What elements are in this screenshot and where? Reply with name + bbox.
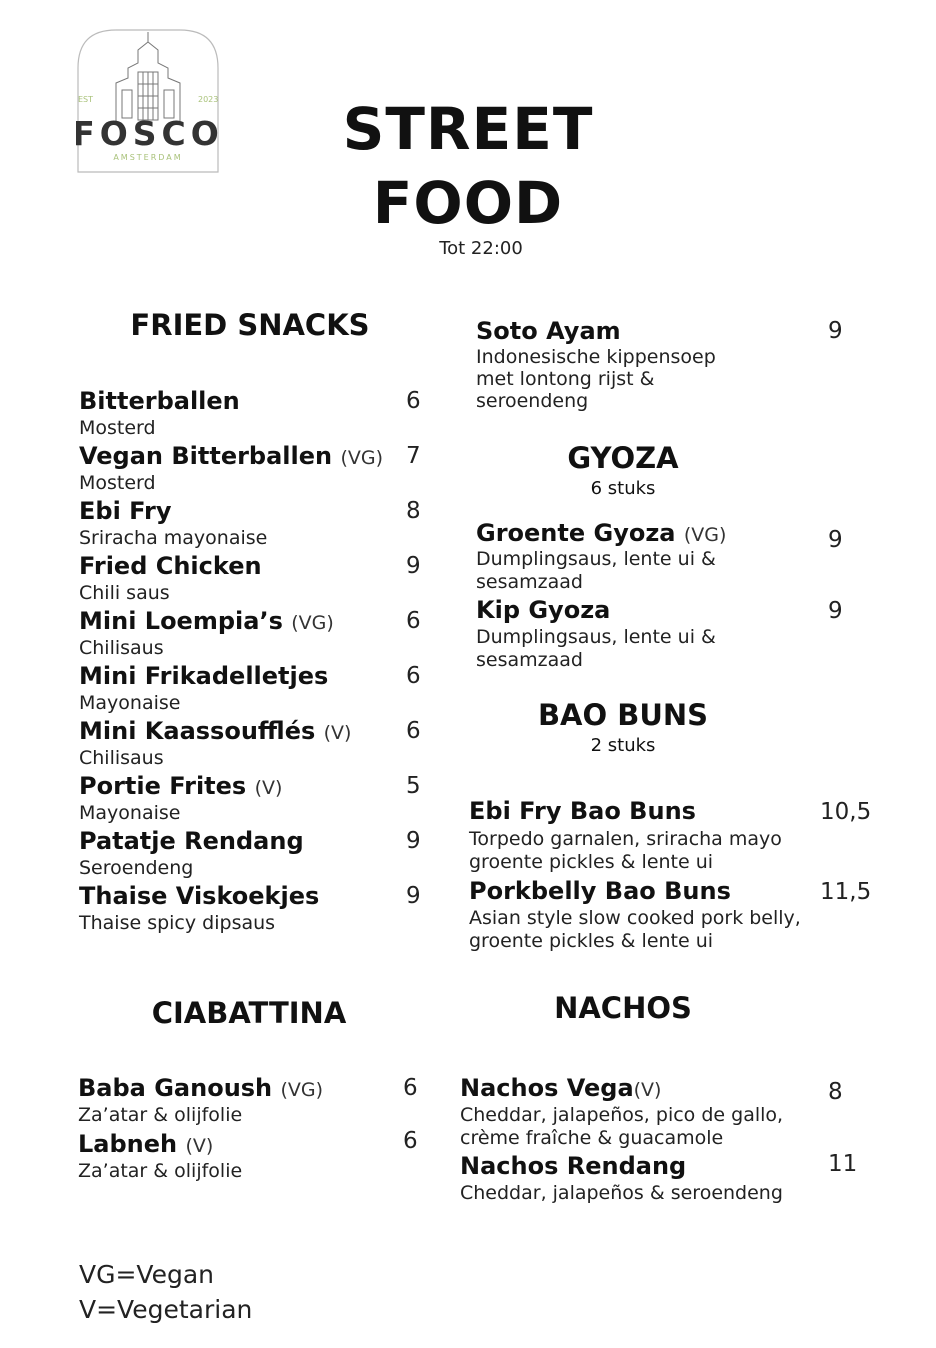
- menu-item-name: Mini Kaassoufflés (V): [79, 717, 352, 745]
- menu-item-price: 6: [406, 718, 421, 744]
- menu-item-desc: groente pickles & lente ui: [469, 930, 714, 952]
- menu-item-desc: Za’atar & olijfolie: [78, 1104, 243, 1126]
- menu-item-price: 6: [406, 663, 421, 689]
- section-heading-bao-buns: BAO BUNS: [537, 698, 709, 732]
- menu-item-desc: sesamzaad: [476, 571, 583, 593]
- menu-item-desc: Chilisaus: [79, 637, 164, 659]
- menu-item-price: 8: [828, 1079, 843, 1105]
- section-heading-nachos: NACHOS: [554, 991, 692, 1025]
- menu-item-name: Porkbelly Bao Buns: [469, 877, 731, 905]
- menu-item-price: 9: [828, 527, 843, 553]
- menu-item-desc: Dumplingsaus, lente ui &: [476, 626, 716, 648]
- menu-item-price: 9: [406, 553, 421, 579]
- menu-item-desc: Chilisaus: [79, 747, 164, 769]
- menu-item-name: Vegan Bitterballen (VG): [79, 442, 384, 470]
- svg-text:EST: EST: [78, 95, 94, 104]
- menu-item-name: Bitterballen: [79, 387, 240, 415]
- menu-item-desc: Cheddar, jalapeños, pico de gallo,: [460, 1104, 784, 1126]
- section-heading-gyoza: GYOZA: [567, 441, 679, 475]
- legend-vegan: VG=Vegan: [79, 1260, 214, 1289]
- menu-item-name: Groente Gyoza (VG): [476, 519, 727, 547]
- menu-item-desc: Thaise spicy dipsaus: [79, 912, 276, 934]
- menu-item-price: 11: [828, 1151, 858, 1177]
- opening-hours: Tot 22:00: [439, 238, 523, 259]
- menu-item-name: Soto Ayam: [476, 317, 621, 345]
- menu-item-price: 5: [406, 773, 421, 799]
- svg-text:2023: 2023: [198, 95, 219, 104]
- page-title-line1: STREET: [342, 95, 594, 163]
- menu-item-desc: Asian style slow cooked pork belly,: [469, 907, 801, 929]
- menu-item-desc: sesamzaad: [476, 649, 583, 671]
- menu-item-desc: Mayonaise: [79, 802, 181, 824]
- menu-item-desc: Cheddar, jalapeños & seroendeng: [460, 1182, 783, 1204]
- menu-item-price: 6: [403, 1128, 418, 1154]
- menu-item-desc: Seroendeng: [79, 857, 194, 879]
- menu-item-name: Portie Frites (V): [79, 772, 283, 800]
- menu-item-name: Nachos Vega(V): [460, 1074, 662, 1102]
- svg-text:AMSTERDAM: AMSTERDAM: [113, 153, 183, 162]
- section-heading-ciabattina: CIABATTINA: [151, 996, 347, 1030]
- menu-item-price: 10,5: [820, 799, 872, 825]
- svg-text:FOSCO: FOSCO: [76, 114, 220, 153]
- menu-item-desc: met lontong rijst &: [476, 368, 655, 390]
- menu-item-price: 7: [406, 443, 421, 469]
- menu-item-name: Patatje Rendang: [79, 827, 304, 855]
- menu-item-desc: groente pickles & lente ui: [469, 851, 714, 873]
- menu-item-name: Fried Chicken: [79, 552, 262, 580]
- menu-item-name: Baba Ganoush (VG): [78, 1074, 324, 1102]
- menu-item-desc: crème fraîche & guacamole: [460, 1127, 724, 1149]
- menu-item-name: Mini Frikadelletjes: [79, 662, 329, 690]
- menu-item-name: Nachos Rendang: [460, 1152, 687, 1180]
- menu-item-desc: Za’atar & olijfolie: [78, 1160, 243, 1182]
- menu-item-desc: Mosterd: [79, 417, 156, 439]
- menu-item-price: 9: [828, 598, 843, 624]
- menu-item-name: Ebi Fry Bao Buns: [469, 797, 696, 825]
- menu-item-name: Kip Gyoza: [476, 596, 611, 624]
- section-subheading: 6 stuks: [590, 478, 656, 499]
- menu-item-price: 11,5: [820, 879, 872, 905]
- menu-item-price: 6: [403, 1075, 418, 1101]
- menu-item-price: 8: [406, 498, 421, 524]
- menu-item-desc: seroendeng: [476, 390, 589, 412]
- menu-item-name: Thaise Viskoekjes: [79, 882, 320, 910]
- section-subheading: 2 stuks: [590, 735, 656, 756]
- menu-item-price: 9: [406, 883, 421, 909]
- menu-item-name: Labneh (V): [78, 1130, 214, 1158]
- menu-item-desc: Mosterd: [79, 472, 156, 494]
- menu-item-name: Mini Loempia’s (VG): [79, 607, 334, 635]
- menu-item-price: 9: [828, 318, 843, 344]
- page-title-line2: FOOD: [372, 169, 564, 237]
- menu-item-desc: Dumplingsaus, lente ui &: [476, 548, 716, 570]
- section-heading-fried-snacks: FRIED SNACKS: [130, 308, 370, 342]
- menu-item-price: 6: [406, 388, 421, 414]
- menu-item-price: 9: [406, 828, 421, 854]
- menu-item-price: 6: [406, 608, 421, 634]
- menu-item-desc: Chili saus: [79, 582, 170, 604]
- menu-item-desc: Sriracha mayonaise: [79, 527, 268, 549]
- menu-item-desc: Torpedo garnalen, sriracha mayo: [469, 828, 782, 850]
- legend-vegetarian: V=Vegetarian: [79, 1295, 253, 1324]
- menu-item-name: Ebi Fry: [79, 497, 172, 525]
- menu-item-desc: Indonesische kippensoep: [476, 346, 716, 368]
- menu-item-desc: Mayonaise: [79, 692, 181, 714]
